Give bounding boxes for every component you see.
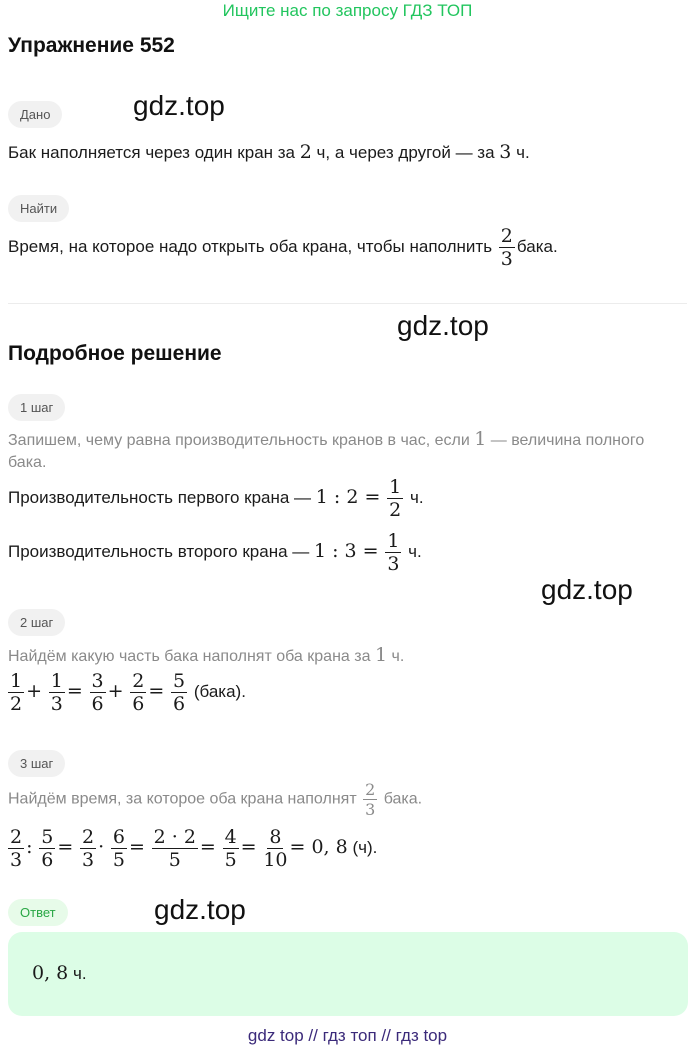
fraction: $\frac{2}{3}$ xyxy=(500,225,513,270)
answer-badge: Ответ xyxy=(8,899,68,926)
fraction: $\frac{1}{3}$ xyxy=(387,530,400,575)
step-1-note: Запишем, чему равна производительность кранов в час, если 1 — величина полного бака. xyxy=(8,428,645,471)
search-hint-link[interactable]: Ищите нас по запросу ГДЗ ТОП xyxy=(222,1,473,20)
page-title: Упражнение 552 xyxy=(8,34,175,57)
footer-links[interactable]: gdz top // гдз топ // гдз top xyxy=(247,1026,448,1045)
watermark: gdz.top xyxy=(154,894,246,925)
step-1-badge: 1 шаг xyxy=(8,394,65,421)
watermark: gdz.top xyxy=(397,310,489,341)
step-2-note: Найдём какую часть бака наполнят оба крана за 1 ч. xyxy=(8,644,405,666)
section-divider xyxy=(8,303,687,304)
step-2-equation: $\frac{1}{2}$ + $\frac{1}{3}$ = $\frac{3}{6}$ + $\frac{2}{6}$ = $\frac{5}{6}$ (бака). xyxy=(10,670,246,715)
watermark: gdz.top xyxy=(133,90,225,121)
step-2-badge: 2 шаг xyxy=(8,609,65,636)
step-1-line-2: Производительность второго крана — 1 : 3 = $\frac{1}{3}$ ч. xyxy=(8,530,422,575)
watermark: gdz.top xyxy=(541,574,633,605)
fraction: $\frac{1}{2}$ xyxy=(389,476,402,521)
find-text: Время, на которое надо открыть оба крана, чтобы наполнить $\frac{2}{3}$ бака. xyxy=(8,225,558,270)
answer-value: 0, 8 ч. xyxy=(32,962,87,984)
step-3-equation: $\frac{2}{3}$ : $\frac{5}{6}$ = $\frac{2}{3}$ · $\frac{6}{5}$ = $\frac{2 \cdot 2}{5}$ = $\frac{4}{5}$ = $\frac{8}{10}$ = 0, 8 (ч). xyxy=(10,826,378,871)
solution-title: Подробное решение xyxy=(8,342,222,365)
step-3-badge: 3 шаг xyxy=(8,750,65,777)
given-text: Бак наполняется через один кран за 2 ч, а через другой — за 3 ч. xyxy=(8,141,530,163)
answer-box xyxy=(8,932,688,1016)
given-badge: Дано xyxy=(8,101,62,128)
step-3-note: Найдём время, за которое оба крана наполнят $\frac{2}{3}$ бака. xyxy=(8,780,423,819)
find-badge: Найти xyxy=(8,195,69,222)
step-1-line-1: Производительность первого крана — 1 : 2 = $\frac{1}{2}$ ч. xyxy=(8,476,424,521)
